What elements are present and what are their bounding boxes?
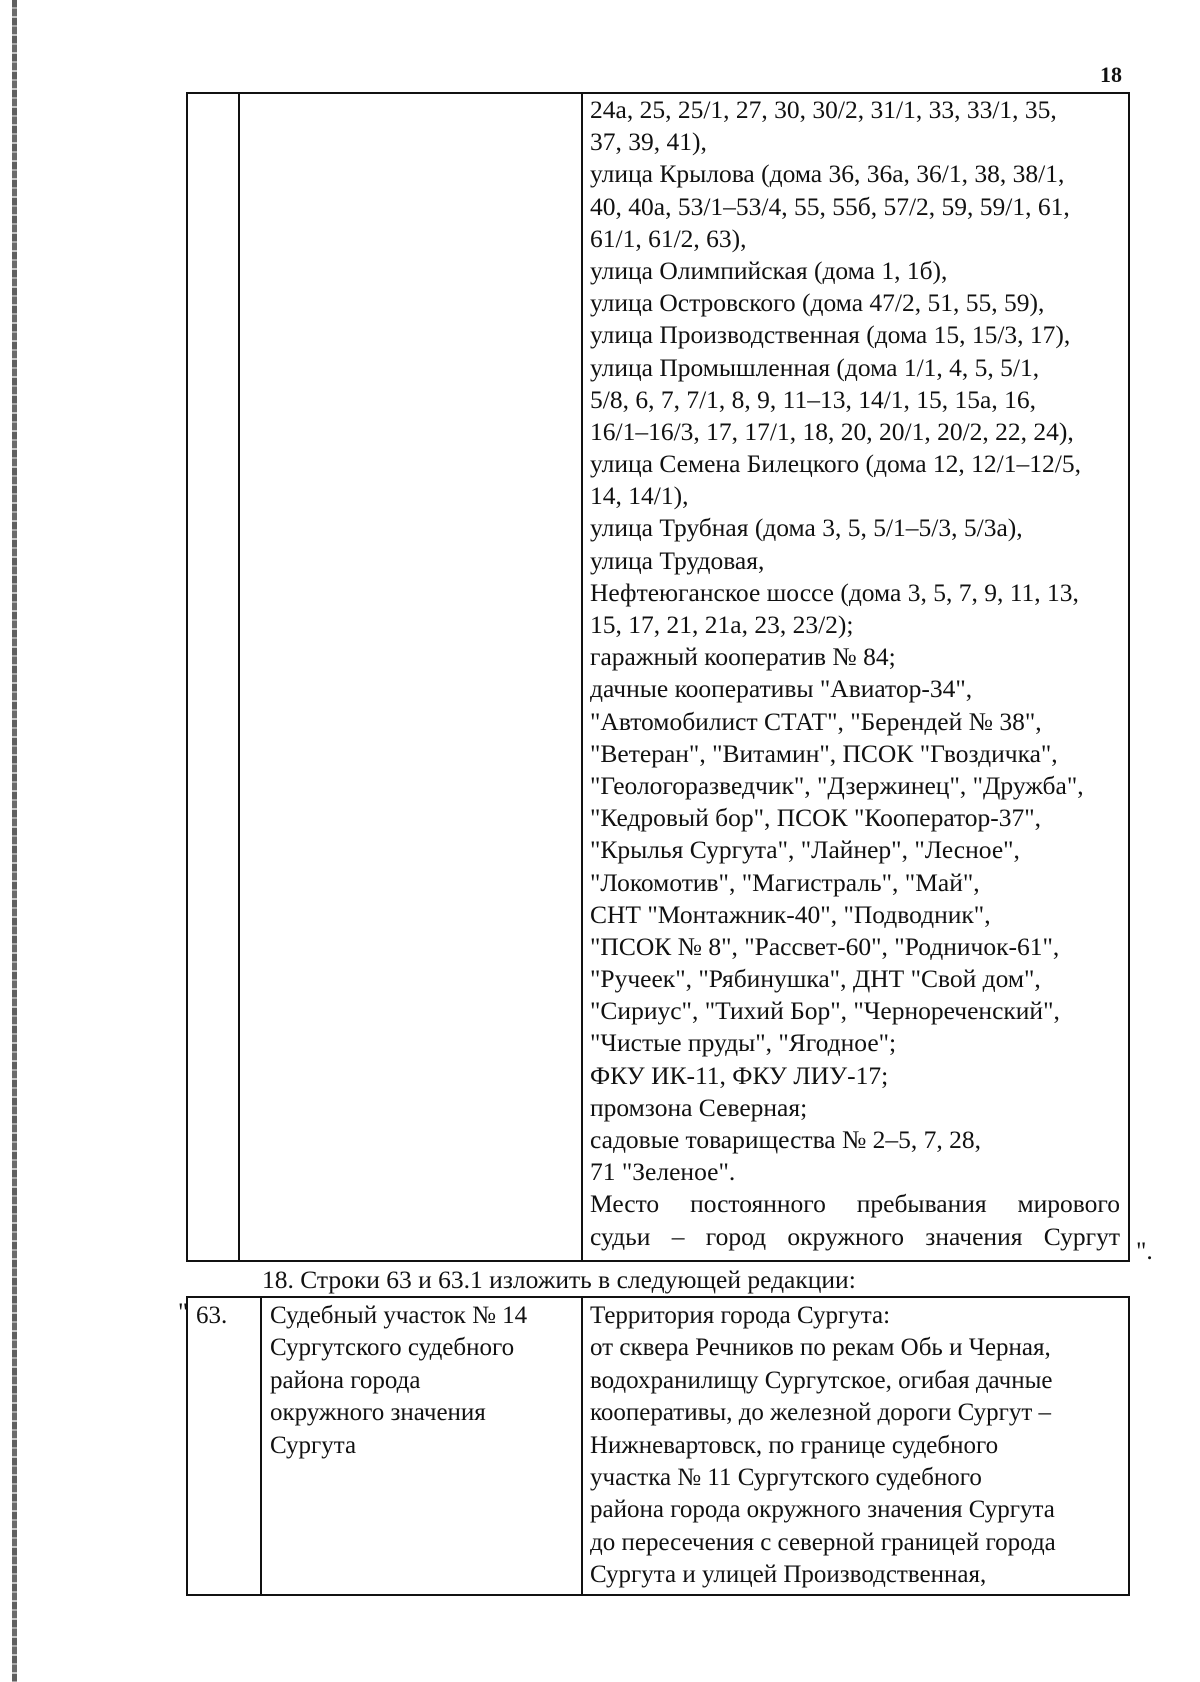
- territory-line: 61/1, 61/2, 63),: [590, 223, 747, 253]
- opening-quote: ": [178, 1299, 189, 1326]
- territory-line: улица Олимпийская (дома 1, 1б),: [590, 255, 948, 285]
- name-line: Сургутского судебного: [270, 1334, 515, 1362]
- territory-line: Сургута и улицей Производственная,: [590, 1561, 987, 1589]
- row-number: 63.: [196, 1302, 228, 1329]
- territory-line: улица Крылова (дома 36, 36а, 36/1, 38, 38/1,: [590, 159, 1065, 189]
- territory-line: улица Производственная (дома 15, 15/3, 17),: [590, 320, 1071, 350]
- scan-edge-artifact: [12, 0, 17, 1682]
- territory-line: "Геологоразведчик", "Дзержинец", "Дружба",: [590, 770, 1084, 800]
- name-line: окружного значения: [270, 1399, 486, 1427]
- territory-line: кооперативы, до железной дороги Сургут –: [590, 1399, 1052, 1427]
- territory-line: дачные кооперативы "Авиатор-34",: [590, 674, 973, 704]
- territory-line: улица Трудовая,: [590, 545, 765, 575]
- territory-line: 5/8, 6, 7, 7/1, 8, 9, 11–13, 14/1, 15, 15а, 16,: [590, 384, 1037, 414]
- territory-line: "Кедровый бор", ПСОК "Кооператор-37",: [590, 803, 1042, 833]
- territory-line: 14, 14/1),: [590, 481, 689, 511]
- territory-line: гаражный кооператив № 84;: [590, 642, 896, 672]
- territory-line: судьи – город окружного значения Сургут: [590, 1221, 1120, 1251]
- territory-line: СНТ "Монтажник-40", "Подводник",: [590, 899, 991, 929]
- territory-line: 40, 40а, 53/1–53/4, 55, 55б, 57/2, 59, 59/1, 61,: [590, 191, 1070, 221]
- territory-line: промзона Северная;: [590, 1092, 808, 1122]
- territory-line: участка № 11 Сургутского судебного: [590, 1463, 982, 1491]
- territory-line: Нижневартовск, по границе судебного: [590, 1431, 999, 1459]
- name-line: Сургута: [270, 1431, 357, 1459]
- territory-line: водохранилищу Сургутское, огибая дачные: [590, 1366, 1053, 1394]
- territory-cell-continued: [582, 94, 1122, 1253]
- territory-line: 71 "Зеленое".: [590, 1157, 736, 1187]
- territory-line: 15, 17, 21, 21а, 23, 23/2);: [590, 610, 854, 639]
- territory-line: Нефтеюганское шоссе (дома 3, 5, 7, 9, 11, 13,: [590, 577, 1079, 607]
- territory-line: Территория города Сургута:: [590, 1302, 891, 1329]
- column-divider-1: [260, 1298, 262, 1594]
- territory-line: 37, 39, 41),: [590, 127, 707, 157]
- territory-line: "Ручеек", "Рябинушка", ДНТ "Свой дом",: [590, 964, 1041, 994]
- territory-line: района города окружного значения Сургута: [590, 1496, 1055, 1524]
- territory-line: улица Островского (дома 47/2, 51, 55, 59),: [590, 288, 1045, 318]
- territory-line: Место постоянного пребывания мирового: [590, 1189, 1120, 1219]
- column-divider-2: [581, 1298, 583, 1594]
- territory-line: садовые товарищества № 2–5, 7, 28,: [590, 1125, 982, 1154]
- territory-line: ФКУ ИК-11, ФКУ ЛИУ-17;: [590, 1060, 889, 1090]
- territory-line: "Автомобилист СТАТ", "Берендей № 38",: [590, 706, 1042, 736]
- page-number: 18: [1100, 62, 1122, 87]
- column-divider-1: [238, 94, 240, 1260]
- name-line: Судебный участок № 14: [270, 1302, 528, 1329]
- continuation-table: [186, 92, 1130, 1262]
- territory-line: улица Трубная (дома 3, 5, 5/1–5/3, 5/3а),: [590, 513, 1023, 543]
- territory-line: улица Семена Билецкого (дома 12, 12/1–12/5,: [590, 449, 1081, 479]
- territory-line: "ПСОК № 8", "Рассвет-60", "Родничок-61",: [590, 931, 1060, 961]
- name-line: района города: [270, 1366, 421, 1394]
- court-district-name: [270, 1300, 527, 1462]
- territory-line: "Крылья Сургута", "Лайнер", "Лесное",: [590, 835, 1020, 865]
- territory-line: "Сириус", "Тихий Бор", "Чернореченский",: [590, 996, 1060, 1026]
- territory-line: "Локомотив", "Магистраль", "Май",: [590, 867, 980, 897]
- territory-line: улица Промышленная (дома 1/1, 4, 5, 5/1,: [590, 352, 1040, 382]
- territory-line: от сквера Речников по рекам Обь и Черная,: [590, 1334, 1051, 1362]
- closing-quote: ".: [1136, 1236, 1153, 1265]
- territory-line: 16/1–16/3, 17, 17/1, 18, 20, 20/1, 20/2, 22, 24),: [590, 416, 1074, 446]
- amendment-instruction: 18. Строки 63 и 63.1 изложить в следующей редакции:: [262, 1265, 856, 1294]
- territory-line: 24а, 25, 25/1, 27, 30, 30/2, 31/1, 33, 33/1, 35,: [590, 95, 1057, 124]
- territory-line: "Ветеран", "Витамин", ПСОК "Гвоздичка",: [590, 738, 1058, 768]
- territory-line: до пересечения с северной границей города: [590, 1528, 1056, 1556]
- amended-table: [186, 1296, 1130, 1596]
- territory-description: [590, 1300, 1056, 1592]
- territory-line: "Чистые пруды", "Ягодное";: [590, 1028, 897, 1058]
